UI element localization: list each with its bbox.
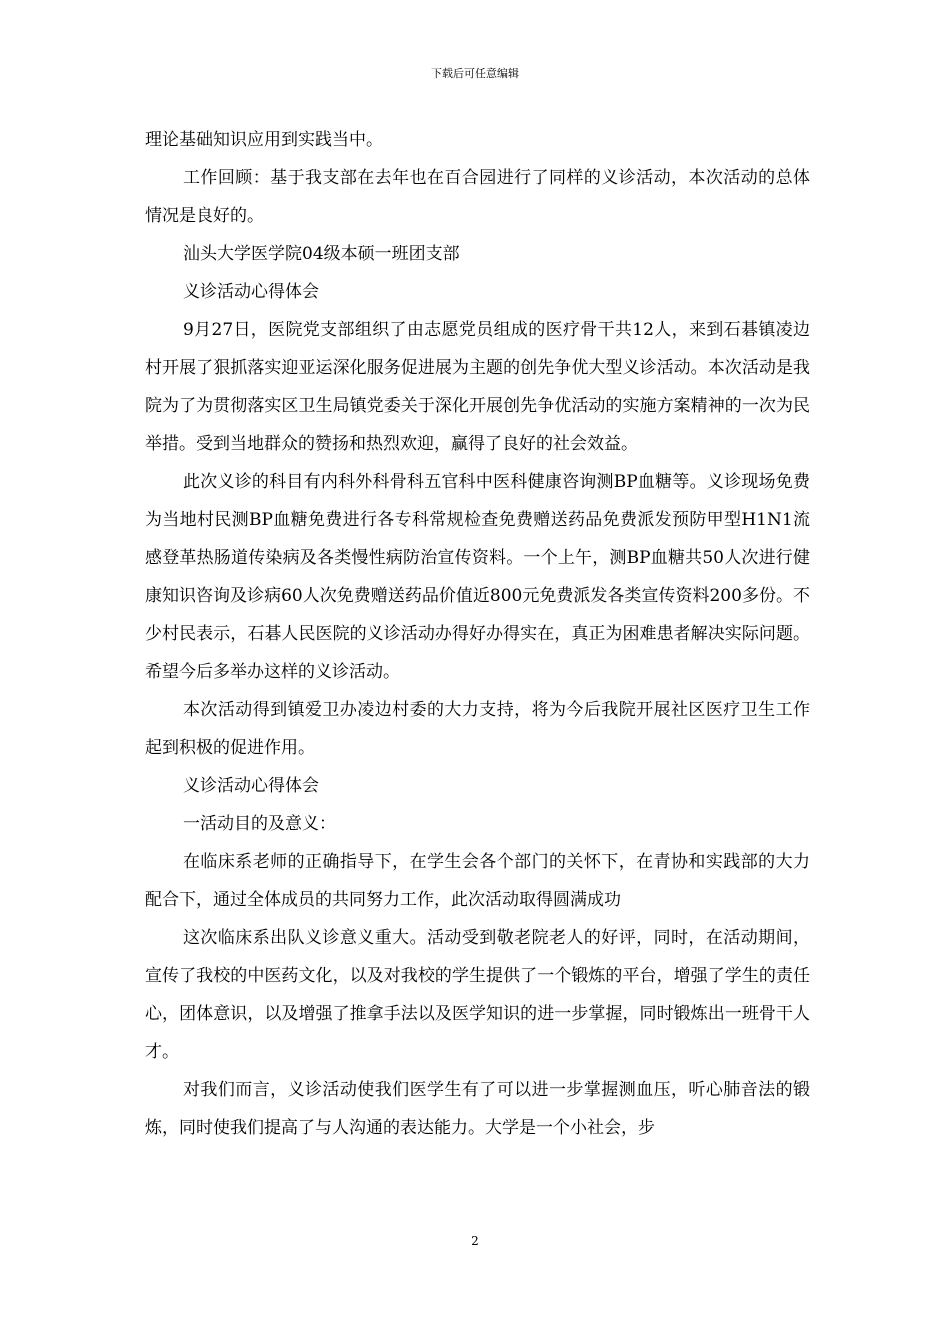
page-header: 下载后可任意编辑 bbox=[431, 67, 519, 80]
page-number: 2 bbox=[471, 1234, 479, 1248]
paragraph-6: 此次义诊的科目有内科外科骨科五官科中医科健康咨询测BP血糖等。义诊现场免费为当地村民测BP血糖免费进行各专科常规检查免费赠送药品免费派发预防甲型H1N1流感登革热肠道传染病及各类慢性病防治宣传资料。一个上午，测BP血糖共50人次进行健康知识咨询及诊病60人次免费赠送药品价值近800元免费派发各类宣传资料200多份。不少村民表示，石碁人民医院的义诊活动办得好办得实在，真正为困难患者解决实际问题。希望今后多举办这样的义诊活动。 bbox=[145, 472, 810, 682]
paragraph-10: 在临床系老师的正确指导下，在学生会各个部门的关怀下，在青协和实践部的大力配合下，通过全体成员的共同努力工作，此次活动取得圆满成功 bbox=[145, 852, 810, 910]
paragraph-2: 工作回顾：基于我支部在去年也在百合园进行了同样的义诊活动，本次活动的总体情况是良好的。 bbox=[145, 168, 810, 226]
section-title-1: 义诊活动心得体会 bbox=[183, 282, 319, 302]
paragraph-5: 9月27日，医院党支部组织了由志愿党员组成的医疗骨干共12人，来到石碁镇凌边村开展了狠抓落实迎亚运深化服务促进展为主题的创先争优大型义诊活动。本次活动是我院为了为贯彻落实区卫生局镇党委关于深化开展创先争优活动的实施方案精神的一次为民举措。受到当地群众的赞扬和热烈欢迎，赢得了良好的社会效益。 bbox=[145, 320, 810, 454]
section-title-2: 义诊活动心得体会 bbox=[183, 776, 319, 796]
document-body bbox=[145, 121, 810, 1147]
paragraph-12: 对我们而言，义诊活动使我们医学生有了可以进一步掌握测血压，听心肺音法的锻炼，同时使我们提高了与人沟通的表达能力。大学是一个小社会，步 bbox=[145, 1080, 810, 1138]
paragraph-11: 这次临床系出队义诊意义重大。活动受到敬老院老人的好评，同时，在活动期间，宣传了我校的中医药文化，以及对我校的学生提供了一个锻炼的平台，增强了学生的责任心，团体意识，以及增强了推拿手法以及医学知识的进一步掌握，同时锻炼出一班骨干人才。 bbox=[145, 928, 810, 1062]
paragraph-1: 理论基础知识应用到实践当中。 bbox=[145, 130, 383, 150]
paragraph-3: 汕头大学医学院04级本硕一班团支部 bbox=[183, 244, 460, 264]
paragraph-7: 本次活动得到镇爱卫办凌边村委的大力支持，将为今后我院开展社区医疗卫生工作起到积极的促进作用。 bbox=[145, 700, 810, 758]
subsection-title: 一活动目的及意义： bbox=[183, 814, 336, 834]
